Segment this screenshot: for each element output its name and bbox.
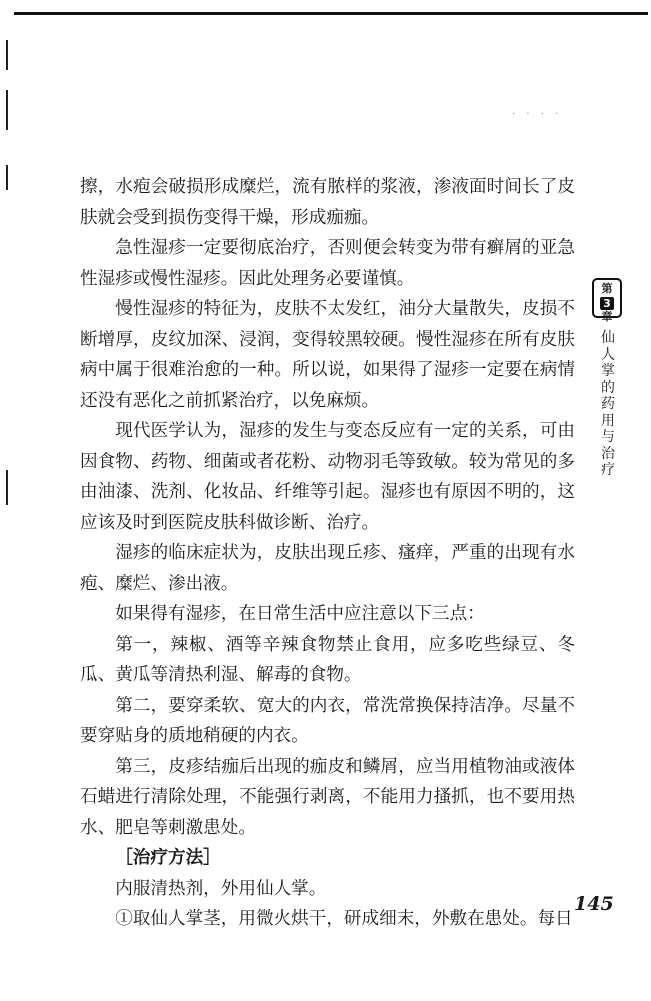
paragraph: 如果得有湿疹，在日常生活中应注意以下三点：: [115, 604, 485, 624]
paragraph: 急性湿疹一定要彻底治疗，否则便会转变为带有癣屑的亚急性湿疹或慢性湿疹。因此处理务必要谨慎。: [80, 238, 575, 289]
chapter-prefix: 第: [601, 282, 613, 295]
paragraph: 第二，要穿柔软、宽大的内衣，常洗常换保持洁净。尽量不要穿贴身的质地稍硬的内衣。: [80, 695, 575, 746]
chapter-number: 3: [600, 297, 614, 310]
paragraph: 湿疹的临床症状为，皮肤出现丘疹、瘙痒，严重的出现有水疱、糜烂、渗出液。: [80, 543, 575, 594]
page-number: 145: [574, 893, 614, 915]
top-rule: [14, 12, 648, 15]
running-header: . . . .: [512, 106, 563, 117]
chapter-badge: [592, 278, 622, 323]
margin-mark: [6, 40, 8, 70]
chapter-suffix: 章: [601, 310, 613, 323]
paragraph: 擦，水疱会破损形成糜烂，流有脓样的浆液，渗液面时间长了皮肤就会受到损伤变得干燥，形成痂痂。: [80, 177, 575, 228]
paragraph: ①取仙人掌茎，用微火烘干，研成细末，外敷在患处。每日: [115, 909, 573, 929]
margin-mark: [6, 90, 8, 130]
section-heading: ［治疗方法］: [115, 847, 221, 868]
paragraph: 内服清热剂，外用仙人掌。: [115, 878, 327, 899]
margin-mark: [6, 165, 8, 190]
paragraph: 慢性湿疹的特征为，皮肤不太发红，油分大量散失，皮损不断增厚，皮纹加深、浸润，变得较黑较硬。慢性湿疹在所有皮肤病中属于很难治愈的一种。所以说，如果得了湿疹一定要在病情还没有恶化之前抓紧治疗，以免麻烦。: [80, 299, 575, 411]
text-body: [80, 172, 575, 935]
paragraph: 第三，皮疹结痂后出现的痂皮和鳞屑，应当用植物油或液体石蜡进行清除处理，不能强行剥离，不能用力搔抓，也不要用热水、肥皂等刺激患处。: [80, 756, 575, 838]
margin-mark: [6, 470, 8, 505]
paragraph: 第一，辣椒、酒等辛辣食物禁止食用，应多吃些绿豆、冬瓜、黄瓜等清热利湿、解毒的食物。: [80, 634, 575, 685]
chapter-title: 仙人掌的药用与治疗: [601, 330, 615, 478]
paragraph: 现代医学认为，湿疹的发生与变态反应有一定的关系，可由因食物、药物、细菌或者花粉、动物羽毛等致敏。较为常见的多由油漆、洗剂、化妆品、纤维等引起。湿疹也有原因不明的，这应该及时到医院皮肤科做诊断、治疗。: [80, 421, 575, 533]
